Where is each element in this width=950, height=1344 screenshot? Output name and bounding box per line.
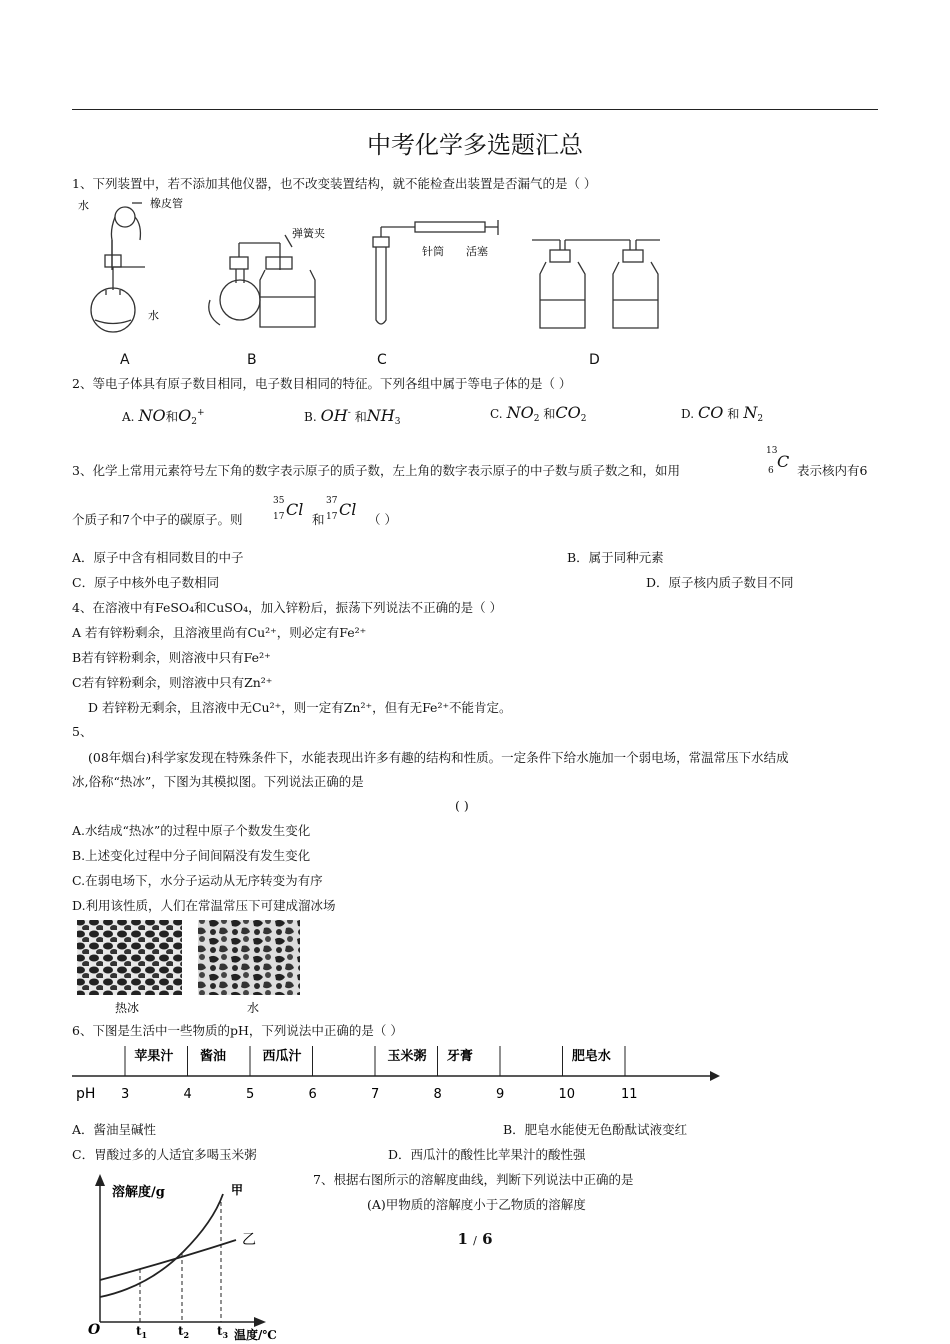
ph-tick-label: 8	[433, 1087, 442, 1102]
ph-tick-label: 4	[183, 1087, 192, 1102]
t3-label: $t_3$	[217, 1324, 229, 1340]
solubility-chart	[88, 1172, 298, 1344]
ph-axis-label: pH	[76, 1086, 96, 1102]
q5-number: 5、	[72, 724, 93, 739]
ph-tick-label: 6	[308, 1087, 317, 1102]
q5-option-b: B.上述变化过程中分子间间隔没有发生变化	[72, 848, 311, 863]
curve-a-label: 甲	[231, 1183, 244, 1197]
hot-ice-image	[75, 918, 305, 1018]
isotope-c13: 13 6 C	[766, 446, 790, 476]
ph-tick-label: 5	[246, 1087, 255, 1102]
q5-option-a: A.水结成“热冰”的过程中原子个数发生变化	[72, 823, 311, 838]
q6-option-d: D．西瓜汁的酸性比苹果汁的酸性强	[388, 1147, 586, 1162]
ph-tick-label: 10	[558, 1087, 576, 1102]
q1-option-c: C	[377, 352, 387, 368]
q6-option-b: B．肥皂水能使无色酚酞试液变红	[503, 1122, 688, 1137]
label-spring-clip: 弹簧夹	[292, 227, 325, 240]
q3-option-d: D．原子核内质子数目不同	[646, 575, 794, 590]
chart-xlabel: 温度/℃	[234, 1328, 277, 1342]
label-piston: 活塞	[466, 245, 488, 258]
apparatus-b	[209, 235, 315, 327]
label-water-top: 水	[78, 199, 89, 212]
q1-option-a: A	[120, 352, 130, 368]
q5-paren: ( )	[455, 798, 469, 813]
q2-option-a: A. NO和$O_2^+$	[122, 406, 205, 427]
apparatus-d	[520, 230, 670, 335]
q3-stem-part1: 3、化学上常用元素符号左下角的数字表示原子的质子数，左上角的数字表示原子的中子数与质子数之和，如用	[72, 463, 680, 478]
ph-tick-label: 9	[496, 1087, 505, 1102]
label-rubber-tube: 橡皮管	[150, 197, 183, 210]
isotope-cl35: 35 17 Cl	[273, 496, 304, 522]
ph-substance-label: 玉米粥	[387, 1049, 427, 1064]
q6-option-a: A．酱油呈碱性	[72, 1122, 157, 1137]
q4-option-c: C若有锌粉剩余，则溶液中只有Zn²⁺	[72, 675, 273, 690]
q1-stem: 1、下列装置中，若不添加其他仪器，也不改变装置结构，就不能检查出装置是否漏气的是（ ）	[72, 176, 597, 191]
q7-stem: 7、根据右图所示的溶解度曲线，判断下列说法中正确的是	[313, 1172, 634, 1187]
q3-option-b: B．属于同种元素	[567, 550, 664, 565]
curve-b-label: 乙	[242, 1232, 256, 1248]
q2-option-d: D. CO 和 $N_2$	[681, 403, 764, 424]
q6-stem: 6、下图是生活中一些物质的pH，下列说法中正确的是（ ）	[72, 1023, 403, 1038]
q5-option-d: D.利用该性质，人们在常温常压下可建成溜冰场	[72, 898, 336, 913]
label-syringe: 针筒	[422, 245, 444, 258]
q2-option-c: C. $NO_2$ 和$CO_2$	[490, 403, 587, 424]
page-title: 中考化学多选题汇总	[367, 131, 583, 159]
q3-option-a: A．原子中含有相同数目的中子	[72, 550, 244, 565]
t2-label: $t_2$	[178, 1324, 190, 1340]
t1-label: $t_1$	[136, 1324, 148, 1340]
header-rule	[72, 109, 878, 110]
q3-stem-part2: 表示核内有6	[797, 463, 868, 478]
chart-origin: O	[88, 1322, 101, 1338]
label-water-bottom: 水	[148, 309, 159, 322]
q2-option-b: B. OH- 和$NH_3$	[304, 406, 401, 427]
q2-stem: 2、等电子体具有原子数目相同，电子数目相同的特征。下列各组中属于等电子体的是（ ）	[72, 376, 572, 391]
ph-scale	[70, 1040, 720, 1105]
apparatus-a	[91, 203, 145, 332]
q1-option-d: D	[589, 352, 600, 368]
q5-stem-line1: (08年烟台)科学家发现在特殊条件下，水能表现出许多有趣的结构和性质。一定条件下给水施加一个弱电场，常温常压下水结成	[88, 750, 789, 765]
q1-option-b: B	[247, 352, 257, 368]
ph-tick-label: 11	[621, 1087, 638, 1102]
page-number: 1 / 6	[457, 1230, 493, 1248]
q3-option-c: C．原子中核外电子数相同	[72, 575, 220, 590]
q1-apparatus-figure	[70, 195, 510, 370]
chart-ylabel: 溶解度/g	[112, 1185, 165, 1200]
q5-stem-line2: 冰,俗称“热冰”，下图为其模拟图。下列说法正确的是	[72, 774, 364, 789]
label-hot-ice: 热冰	[115, 1001, 140, 1015]
ph-tick-label: 7	[371, 1087, 380, 1102]
q3-and: 和	[312, 512, 325, 527]
q3-paren: （ ）	[368, 512, 397, 527]
ph-substance-label: 牙膏	[446, 1049, 473, 1064]
q5-option-c: C.在弱电场下，水分子运动从无序转变为有序	[72, 873, 323, 888]
q3-line2: 个质子和7个中子的碳原子。则	[72, 512, 243, 527]
q4-option-b: B若有锌粉剩余，则溶液中只有Fe²⁺	[72, 650, 271, 665]
ph-substance-label: 酱油	[200, 1049, 227, 1064]
label-water: 水	[247, 1001, 260, 1015]
isotope-cl37: 37 17 Cl	[326, 496, 357, 522]
ph-tick-label: 3	[121, 1087, 130, 1102]
q4-option-a: A 若有锌粉剩余，且溶液里尚有Cu²⁺，则必定有Fe²⁺	[72, 625, 367, 640]
q7-option-a: (A)甲物质的溶解度小于乙物质的溶解度	[367, 1197, 586, 1212]
q4-stem: 4、在溶液中有FeSO₄和CuSO₄，加入锌粉后，振荡下列说法不正确的是（ ）	[72, 600, 503, 615]
ph-substance-label: 西瓜汁	[262, 1049, 302, 1064]
ph-substance-label: 苹果汁	[134, 1049, 174, 1064]
apparatus-c	[373, 220, 498, 324]
q4-option-d: D 若锌粉无剩余，且溶液中无Cu²⁺，则一定有Zn²⁺，但有无Fe²⁺不能肯定。	[88, 700, 512, 715]
ph-substance-label: 肥皂水	[571, 1049, 611, 1064]
q6-option-c: C．胃酸过多的人适宜多喝玉米粥	[72, 1147, 257, 1162]
